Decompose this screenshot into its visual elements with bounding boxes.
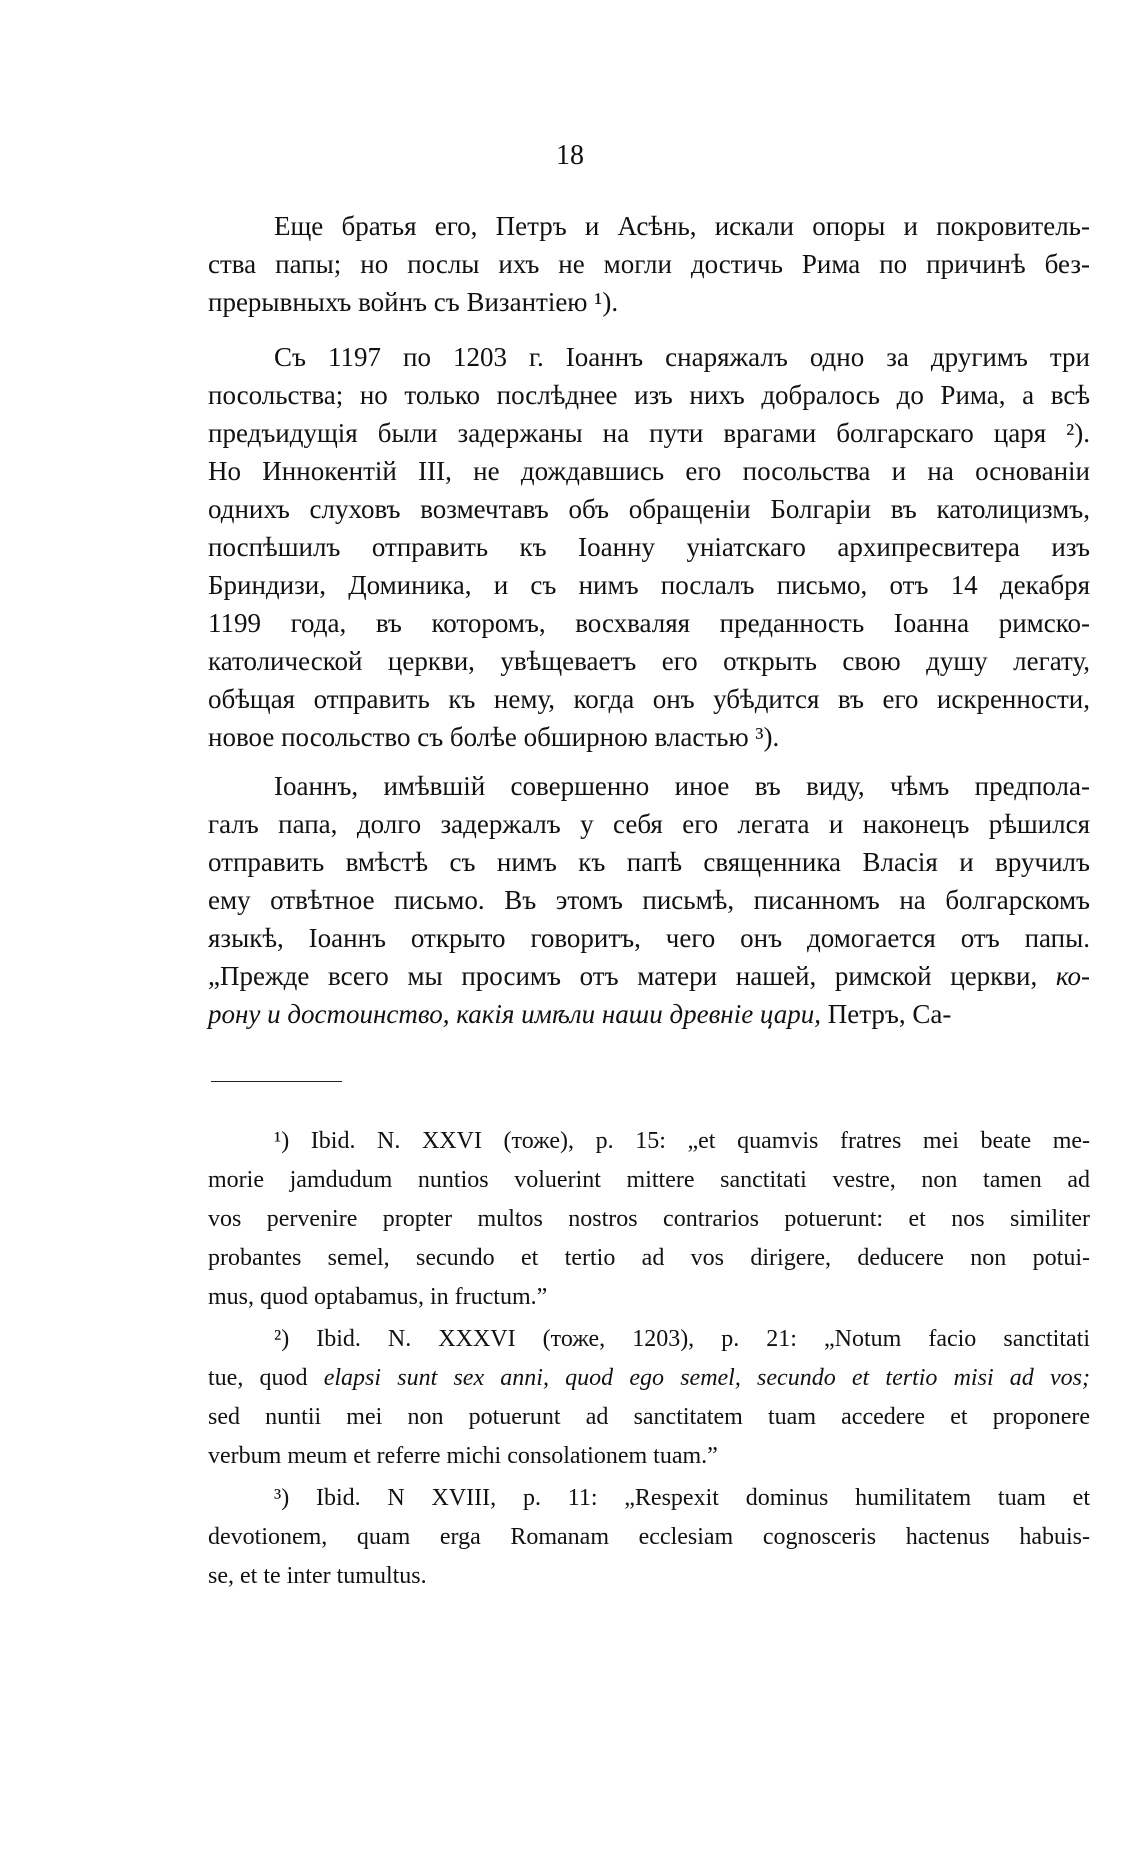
text-line bbox=[208, 376, 1090, 414]
text: Съ 1197 по 1203 г. Іоаннъ снаряжалъ одно за другимъ три bbox=[274, 342, 1090, 372]
text: галъ папа, долго задержалъ у себя его легата и наконецъ рѣшился bbox=[208, 809, 1090, 839]
italic-text: elapsi sunt sex anni, quod ego semel, secundo et tertio misi ad vos; bbox=[323, 1365, 1090, 1391]
text: se, et te inter tumultus. bbox=[208, 1563, 427, 1589]
text: католической церкви, увѣщеваетъ его открыть свою душу легату, bbox=[208, 646, 1090, 676]
footnote-2 bbox=[208, 1320, 1090, 1476]
text-line bbox=[208, 1359, 1090, 1398]
text-line bbox=[208, 957, 1090, 995]
text-line bbox=[208, 1437, 1090, 1476]
text-line bbox=[208, 414, 1090, 452]
page-number: 18 bbox=[556, 140, 584, 171]
text: предъидущія были задержаны на пути врагами болгарскаго царя ²). bbox=[208, 418, 1090, 448]
text-line bbox=[208, 1200, 1090, 1239]
paragraph-1 bbox=[208, 207, 1090, 321]
paragraph-3 bbox=[208, 767, 1090, 1033]
text: языкѣ, Іоаннъ открыто говоритъ, чего онъ домогается отъ папы. bbox=[208, 923, 1090, 953]
text: однихъ слуховъ возмечтавъ объ обращеніи Болгаріи въ католицизмъ, bbox=[208, 494, 1090, 524]
text-line bbox=[208, 1518, 1090, 1557]
text: прерывныхъ войнъ съ Византіею ¹). bbox=[208, 287, 619, 317]
footnote-3 bbox=[208, 1479, 1090, 1596]
text: обѣщая отправить къ нему, когда онъ убѣдится въ его искренности, bbox=[208, 684, 1090, 714]
text-line bbox=[208, 718, 1090, 756]
text: Но Иннокентій III, не дождавшись его посольства и на основаніи bbox=[208, 456, 1090, 486]
text: ¹) Ibid. N. XXVI (тоже), p. 15: „et quamvis fratres mei beate me- bbox=[274, 1128, 1090, 1154]
text: новое посольство съ болѣе обширною властью ³). bbox=[208, 722, 780, 752]
text: Іоаннъ, имѣвшій совершенно иное въ виду, чѣмъ предпола- bbox=[274, 771, 1090, 801]
text-line bbox=[208, 1239, 1090, 1278]
text-line bbox=[208, 1398, 1090, 1437]
text: sed nuntii mei non potuerunt ad sanctitatem tuam accedere et proponere bbox=[208, 1404, 1090, 1430]
text-line bbox=[208, 528, 1090, 566]
text: 1199 года, въ которомъ, восхваляя преданность Іоанна римско- bbox=[208, 608, 1090, 638]
text-line bbox=[208, 452, 1090, 490]
text-line bbox=[208, 490, 1090, 528]
text: „Прежде всего мы просимъ отъ матери нашей, римской церкви, bbox=[208, 961, 1056, 991]
text: посольства; но только послѣднее изъ нихъ добралось до Рима, а всѣ bbox=[208, 380, 1090, 410]
footnote-divider bbox=[211, 1081, 342, 1082]
text-line bbox=[208, 245, 1090, 283]
text: morie jamdudum nuntios voluerint mittere sanctitati vestre, non tamen ad bbox=[208, 1167, 1090, 1193]
text-line bbox=[208, 919, 1090, 957]
text: Еще братья его, Петръ и Асѣнь, искали опоры и покровитель- bbox=[274, 211, 1090, 241]
text-line bbox=[208, 1479, 1090, 1518]
footnote-1 bbox=[208, 1122, 1090, 1317]
text-line bbox=[208, 680, 1090, 718]
italic-text: рону и достоинство, какія имѣли наши древніе цари, bbox=[208, 999, 822, 1029]
text: tue, quod bbox=[208, 1365, 324, 1391]
text-line bbox=[208, 207, 1090, 245]
text-line bbox=[208, 995, 1090, 1033]
text: probantes semel, secundo et tertio ad vos dirigere, deducere non potui- bbox=[208, 1245, 1090, 1271]
text-line bbox=[208, 767, 1090, 805]
italic-text: ко- bbox=[1055, 961, 1090, 991]
text: vos pervenire propter multos nostros contrarios potuerunt: et nos similiter bbox=[208, 1206, 1090, 1232]
text: ему отвѣтное письмо. Въ этомъ письмѣ, писанномъ на болгарскомъ bbox=[208, 885, 1090, 915]
text-line bbox=[208, 566, 1090, 604]
text: Петръ, Са- bbox=[821, 999, 952, 1029]
text: ³) Ibid. N XVIII, p. 11: „Respexit dominus humilitatem tuam et bbox=[274, 1485, 1090, 1511]
text: verbum meum et referre michi consolationem tuam.” bbox=[208, 1443, 718, 1469]
text-line bbox=[208, 642, 1090, 680]
text-line bbox=[208, 604, 1090, 642]
text: поспѣшилъ отправить къ Іоанну уніатскаго архипресвитера изъ bbox=[208, 532, 1090, 562]
text-line bbox=[208, 1122, 1090, 1161]
text-line bbox=[208, 283, 1090, 321]
text-line bbox=[208, 1161, 1090, 1200]
text: devotionem, quam erga Romanam ecclesiam cognosceris hactenus habuis- bbox=[208, 1524, 1090, 1550]
text-line bbox=[208, 1557, 1090, 1596]
text-line bbox=[208, 805, 1090, 843]
text: Бриндизи, Доминика, и съ нимъ послалъ письмо, отъ 14 декабря bbox=[208, 570, 1090, 600]
text: mus, quod optabamus, in fructum.” bbox=[208, 1284, 548, 1310]
text-line bbox=[208, 338, 1090, 376]
text: ²) Ibid. N. XXXVI (тоже, 1203), p. 21: „Notum facio sanctitati bbox=[274, 1326, 1090, 1352]
text: отправить вмѣстѣ съ нимъ къ папѣ священника Власія и вручилъ bbox=[208, 847, 1090, 877]
text-line bbox=[208, 1278, 1090, 1317]
text-line bbox=[208, 1320, 1090, 1359]
text-line bbox=[208, 843, 1090, 881]
text-line bbox=[208, 881, 1090, 919]
text: ства папы; но послы ихъ не могли достичь Рима по причинѣ без- bbox=[208, 249, 1090, 279]
paragraph-2 bbox=[208, 338, 1090, 756]
